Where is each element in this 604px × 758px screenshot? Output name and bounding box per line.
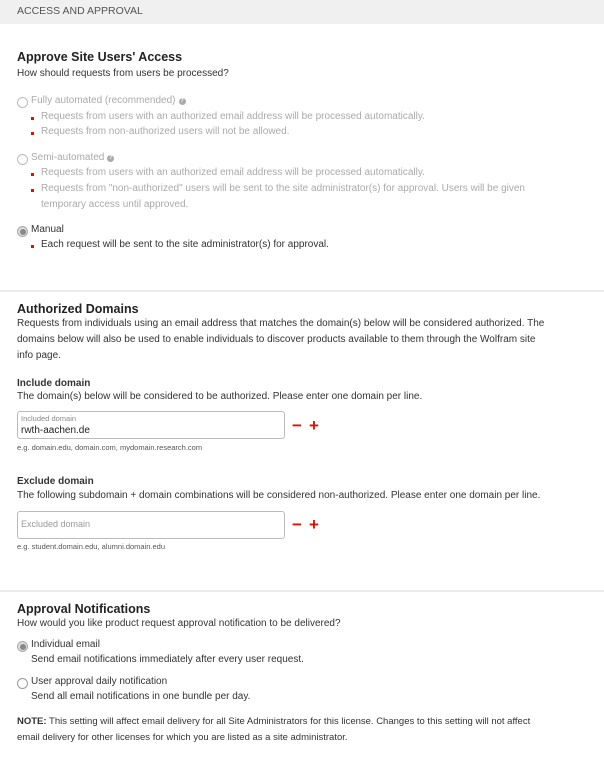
option-fully-automated (31, 93, 186, 110)
excluded-domain-field[interactable] (17, 511, 285, 539)
notifications-title: Approval Notifications (17, 602, 151, 616)
bullet-icon (31, 245, 34, 248)
notifications-subtitle: How would you like product request approval notification to be delivered? (17, 618, 341, 629)
bullet-icon (31, 189, 34, 192)
option-bullet-continued: temporary access until approved. (41, 199, 189, 210)
note-label: NOTE: (17, 716, 47, 727)
include-domain-title: Include domain (17, 378, 91, 389)
option-manual-label: Manual (31, 224, 64, 235)
excluded-domain-input[interactable] (21, 519, 271, 529)
option-bullet: Each request will be sent to the site administrator(s) for approval. (41, 239, 329, 250)
option-bullet: Requests from users with an authorized email address will be processed automatically. (41, 111, 425, 122)
included-domain-field[interactable] (17, 411, 285, 439)
domains-title: Authorized Domains (17, 302, 139, 316)
question-circle-icon[interactable]: ? (180, 98, 184, 104)
section-divider (0, 590, 604, 592)
approve-title: Approve Site Users' Access (17, 50, 183, 64)
option-bullet: Requests from non-authorized users will not be allowed. (41, 126, 290, 137)
included-domain-label: Included domain (21, 414, 77, 423)
bullet-icon (31, 132, 34, 135)
section-header-title: ACCESS AND APPROVAL (17, 5, 143, 17)
approve-subtitle: How should requests from users be processed? (17, 68, 229, 79)
option-daily-notification-desc: Send all email notifications in one bundle per day. (31, 691, 251, 702)
option-individual-email-desc: Send email notifications immediately after every user request. (31, 654, 304, 665)
remove-exclude-domain-button[interactable]: − (292, 515, 302, 534)
option-daily-notification-label: User approval daily notification (31, 676, 168, 687)
radio-semi-automated[interactable] (17, 154, 28, 165)
option-label: Semi-automated (31, 152, 105, 163)
include-domain-desc: The domain(s) below will be considered to be authorized. Please enter one domain per line. (17, 391, 423, 402)
radio-manual[interactable] (17, 226, 28, 237)
option-label: Fully automated (recommended) (31, 95, 176, 106)
add-exclude-domain-button[interactable]: + (309, 515, 319, 534)
option-bullet: Requests from users with an authorized email address will be processed automatically. (41, 167, 425, 178)
radio-fully-automated[interactable] (17, 97, 28, 108)
include-domain-hint: e.g. domain.edu, domain.com, mydomain.research.com (17, 443, 203, 452)
exclude-domain-title: Exclude domain (17, 476, 94, 487)
domains-desc-line: info page. (17, 350, 61, 361)
section-header (0, 0, 604, 24)
note-text (17, 714, 530, 731)
note-line: email delivery for other licenses for which you are listed as a site administrator. (17, 732, 348, 743)
radio-individual-email[interactable] (17, 641, 28, 652)
add-include-domain-button[interactable]: + (309, 416, 319, 435)
question-circle-icon[interactable]: ? (109, 155, 113, 161)
section-divider (0, 290, 604, 292)
remove-include-domain-button[interactable]: − (292, 416, 302, 435)
exclude-domain-hint: e.g. student.domain.edu, alumni.domain.edu (17, 542, 166, 551)
domains-desc-line: domains below will also be used to enable individuals to discover products available to them through the Wolfram site (17, 334, 536, 345)
radio-daily-notification[interactable] (17, 678, 28, 689)
bullet-icon (31, 117, 34, 120)
option-bullet: Requests from "non-authorized" users will be sent to the site administrator(s) for approval. Users will be given (41, 183, 525, 194)
exclude-domain-desc: The following subdomain + domain combinations will be considered non-authorized. Please enter one domain per line. (17, 490, 541, 501)
domains-desc-line: Requests from individuals using an email address that matches the domain(s) below will be considered authorized. The (17, 318, 545, 329)
option-individual-email-label: Individual email (31, 639, 100, 650)
note-line: This setting will affect email delivery for all Site Administrators for this license. Changes to this setting will not affect (46, 716, 531, 727)
included-domain-input[interactable] (21, 425, 271, 436)
bullet-icon (31, 173, 34, 176)
